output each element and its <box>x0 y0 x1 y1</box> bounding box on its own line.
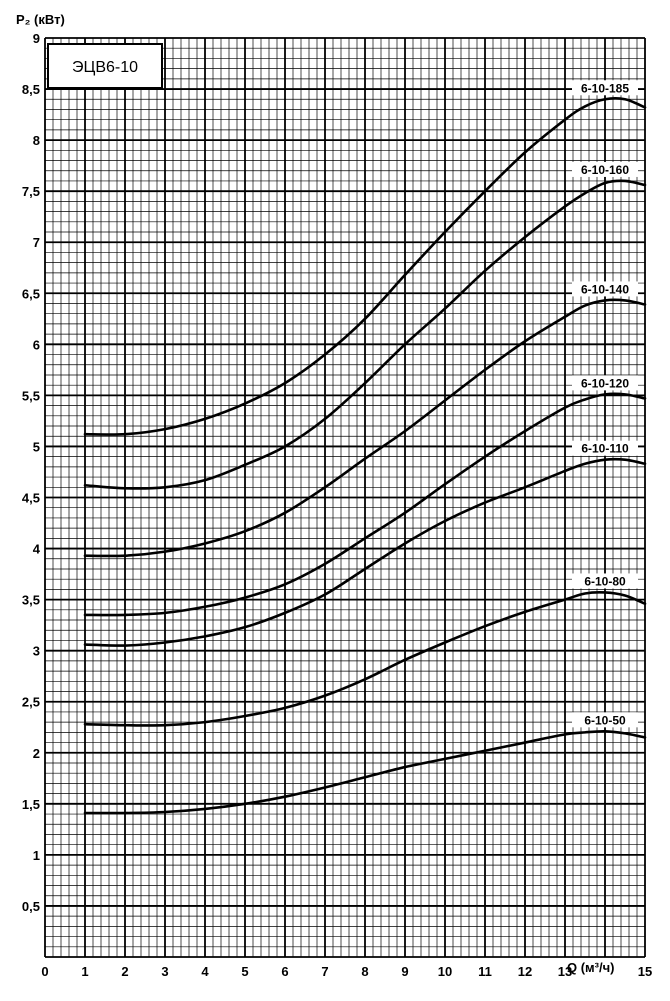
series-label-6-10-120: 6-10-120 <box>580 376 630 391</box>
x-tick-label: 2 <box>121 964 129 979</box>
x-tick-label: 12 <box>517 964 533 979</box>
y-tick-label: 6,5 <box>21 286 40 302</box>
x-axis-title: Q (м³/ч) <box>567 960 615 975</box>
y-tick-label: 2 <box>32 745 40 761</box>
x-tick-label: 5 <box>241 964 249 979</box>
x-tick-label: 4 <box>201 964 209 979</box>
y-tick-label: 1 <box>32 847 40 863</box>
y-tick-label: 9 <box>32 31 40 46</box>
series-label-6-10-140: 6-10-140 <box>580 282 630 297</box>
y-tick-label: 4 <box>32 541 40 557</box>
series-label-6-10-160: 6-10-160 <box>580 162 630 177</box>
x-tick-label: 1 <box>81 964 89 979</box>
series-label-6-10-50: 6-10-50 <box>584 713 626 728</box>
x-tick-label: 3 <box>161 964 169 979</box>
x-tick-label: 8 <box>361 964 369 979</box>
y-tick-label: 8 <box>32 133 40 149</box>
y-tick-label: 7,5 <box>21 184 40 200</box>
y-tick-label: 5 <box>32 439 40 455</box>
x-tick-label: 0 <box>41 964 49 979</box>
chart-title: ЭЦВ6-10 <box>71 59 139 76</box>
x-tick-label: 11 <box>478 964 492 979</box>
y-tick-label: 1,5 <box>21 796 40 812</box>
x-tick-label: 7 <box>321 964 329 979</box>
tick-labels <box>22 31 652 979</box>
y-tick-label: 3,5 <box>21 592 40 608</box>
y-tick-label: 2,5 <box>21 694 40 710</box>
y-tick-label: 0,5 <box>21 898 40 914</box>
y-tick-label: 3 <box>32 643 40 659</box>
y-tick-label: 4,5 <box>21 490 40 506</box>
x-tick-label: 10 <box>437 964 453 979</box>
x-tick-label: 6 <box>281 964 289 979</box>
x-tick-label: 9 <box>401 964 409 979</box>
series-label-6-10-110: 6-10-110 <box>581 441 629 456</box>
series-label-6-10-80: 6-10-80 <box>584 574 626 589</box>
x-tick-label: 15 <box>637 964 653 979</box>
y-tick-label: 7 <box>32 235 40 251</box>
x-tick-label: 13 <box>557 964 573 979</box>
y-tick-label: 8,5 <box>21 82 40 98</box>
y-tick-label: 6 <box>32 337 40 353</box>
y-axis-title: P₂ (кВт) <box>16 12 65 27</box>
grid-major <box>45 38 645 957</box>
series-label-6-10-185: 6-10-185 <box>580 81 630 96</box>
y-tick-label: 5,5 <box>21 388 40 404</box>
